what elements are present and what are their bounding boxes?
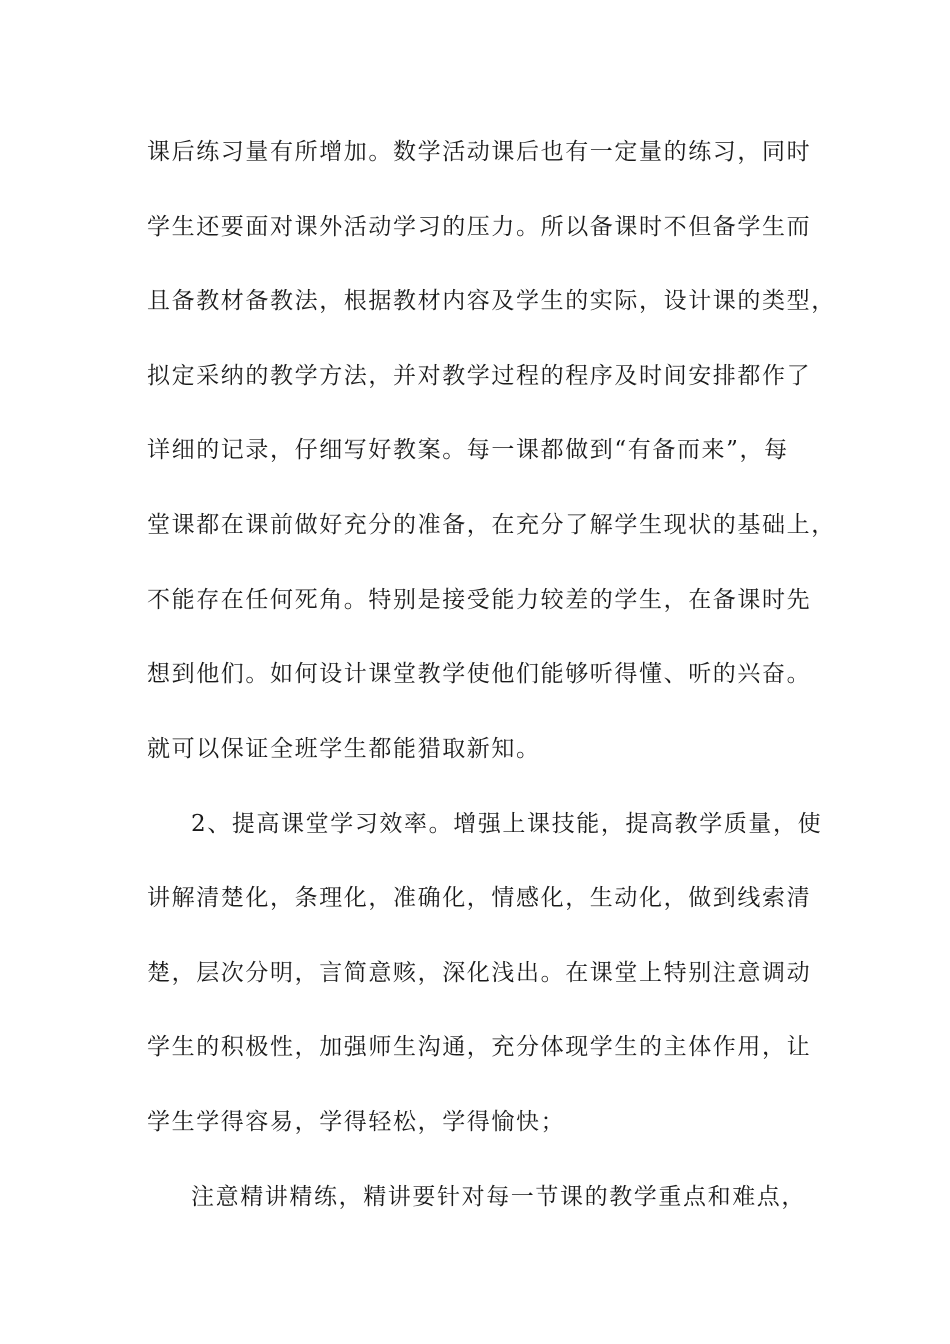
text-line-5: 详细的记录，仔细写好教案。每一课都做到“有备而来”，每: [147, 437, 789, 463]
paragraph-3-start: 注意精讲精练，精讲要针对每一节课的教学重点和难点，: [191, 1184, 806, 1210]
text-line-13: 学生的积极性，加强师生沟通，充分体现学生的主体作用，让: [147, 1034, 812, 1060]
text-line-7: 不能存在任何死角。特别是接受能力较差的学生，在备课时先: [147, 587, 812, 613]
text-line-12: 楚，层次分明，言简意赅，深化浅出。在课堂上特别注意调动: [147, 960, 812, 986]
text-line-4: 拟定采纳的教学方法，并对教学过程的程序及时间安排都作了: [147, 363, 812, 389]
text-line-2: 学生还要面对课外活动学习的压力。所以备课时不但备学生而: [147, 214, 812, 240]
text-line-3: 且备教材备教法，根据教材内容及学生的实际，设计课的类型，: [147, 288, 836, 314]
text-line-6: 堂课都在课前做好充分的准备，在充分了解学生现状的基础上，: [147, 512, 836, 538]
text-line-9: 就可以保证全班学生都能猎取新知。: [147, 736, 541, 762]
text-line-14: 学生学得容易，学得轻松，学得愉快；: [147, 1109, 566, 1135]
text-line-8: 想到他们。如何设计课堂教学使他们能够听得懂、听的兴奋。: [147, 661, 812, 687]
text-line-11: 讲解清楚化，条理化，准确化，情感化，生动化，做到线索清: [147, 885, 812, 911]
paragraph-2-start: 2、提高课堂学习效率。增强上课技能，提高教学质量，使: [191, 811, 823, 837]
text-line-1: 课后练习量有所增加。数学活动课后也有一定量的练习，同时: [147, 139, 812, 165]
